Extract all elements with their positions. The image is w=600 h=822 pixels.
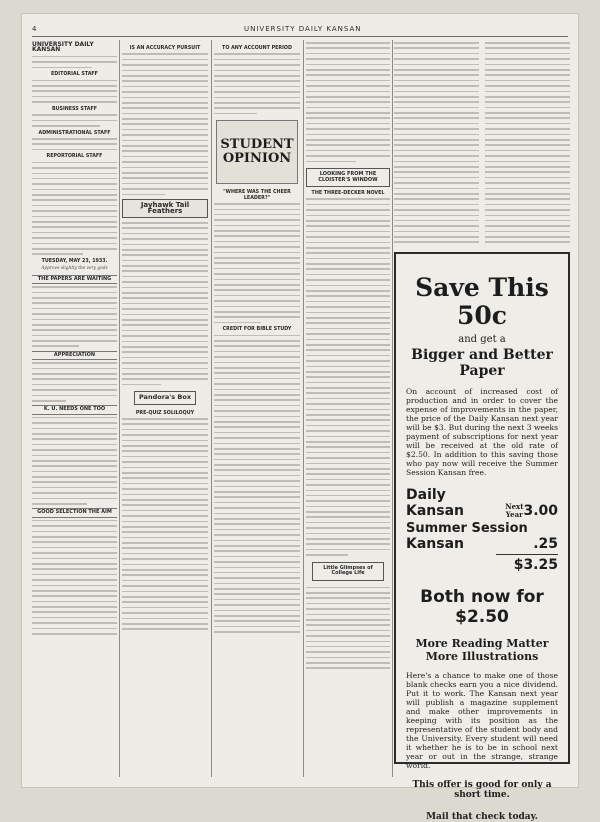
column-editorial	[32, 42, 117, 777]
column-opinion	[214, 42, 300, 777]
text-block	[32, 56, 117, 68]
article-text	[214, 53, 300, 114]
subscription-advertisement	[394, 252, 570, 822]
masthead	[32, 22, 568, 37]
article-heading: IS AN ACCURACY PURSUIT	[129, 46, 201, 51]
page-number: 4	[32, 25, 38, 33]
column-books	[306, 42, 390, 777]
column-rule	[211, 40, 212, 777]
ad-body: Here's a chance to make one of those blank checks earn you a nice dividend. Put it to work. The Kansan next year will publish a magazine supplement and make other improvements in keeping with its position as the representative of the student body and the University. Every student will need it whether he is to be in school next year or out in the strange, strange world.	[406, 671, 558, 770]
price-divider	[496, 554, 558, 555]
article-text	[214, 335, 300, 633]
article-heading: CREDIT FOR BIBLE STUDY	[222, 327, 292, 333]
cloister-window-header: LOOKING FROM THE CLOISTER'S WINDOW	[306, 168, 390, 187]
price-row-summer	[406, 536, 558, 552]
article-text	[214, 203, 300, 323]
article-heading: PRE-QUIZ SOLILOQUY	[135, 410, 195, 416]
editorial-text	[32, 417, 117, 505]
issue-date: TUESDAY, MAY 23, 1933.	[41, 258, 108, 264]
paper-title: UNIVERSITY DAILY KANSAN	[32, 41, 94, 54]
article-heading: TO ANY ACCOUNT PERIOD	[222, 46, 292, 51]
ad-offer-note: This offer is good for only a short time.	[412, 780, 552, 800]
editorial-heading: GOOD SELECTION THE AIM	[32, 508, 117, 517]
column-rule	[303, 40, 304, 777]
editorial-heading: THE PAPERS ARE WAITING	[32, 275, 117, 284]
section-heading: REPORTORIAL STAFF	[46, 154, 103, 160]
ad-body: On account of increased cost of production and in order to cover the expense of improvements in the paper, the price of the Daily Kansan next year will be $3. But during the next 3 weeks payment of subscriptions for next year will be received at the old rate of $2.50. In addition to this saving those who pay now will receive the Summer Session Kansan free.	[406, 387, 558, 477]
article-heading: "WHERE WAS THE CHEER LEADER?"	[223, 190, 291, 201]
ad-offer-headline: Both now for $2.50	[420, 587, 544, 627]
staff-list	[32, 80, 117, 103]
feathers-column-header: Jayhawk Tail Feathers	[122, 199, 208, 218]
column-rule	[119, 40, 120, 777]
price-amount: 3.00	[523, 503, 558, 519]
masthead-title: UNIVERSITY DAILY KANSAN	[244, 25, 362, 33]
editorial-heading: APPRECIATION	[32, 351, 117, 360]
article-text	[122, 418, 208, 630]
article-text	[306, 587, 390, 669]
article-text	[306, 42, 390, 162]
article-text	[485, 42, 570, 247]
editorial-text	[32, 520, 117, 635]
column-rule	[392, 40, 393, 777]
text-block	[32, 205, 117, 255]
editorial-text	[32, 362, 117, 401]
motto: Approve slightly the very gods	[41, 266, 108, 272]
ad-feature-line: More Reading Matter	[415, 637, 549, 650]
article-text	[122, 53, 208, 195]
price-row-daily	[406, 487, 558, 519]
column-features	[122, 42, 208, 777]
student-opinion-logo	[216, 120, 298, 184]
staff-list	[32, 114, 117, 126]
ad-call-to-action: Mail that check today.	[426, 812, 538, 822]
article-text	[394, 42, 479, 247]
section-heading: ADMINISTRATIONAL STAFF	[38, 130, 111, 136]
article-text	[122, 222, 208, 385]
ad-tagline: Bigger and Better Paper	[411, 347, 553, 379]
ad-feature-line: More Illustrations	[425, 650, 539, 663]
pandoras-box-header: Pandora's Box	[134, 391, 196, 404]
student-opinion-line2: OPINION	[222, 151, 292, 167]
staff-list	[32, 138, 117, 150]
student-opinion-line1: STUDENT	[220, 137, 294, 153]
price-label: Daily Kansan	[406, 487, 465, 519]
newspaper-page	[22, 14, 578, 822]
staff-list	[32, 162, 117, 201]
price-total: $3.25	[513, 557, 558, 573]
price-label: Kansan	[406, 536, 465, 552]
article-heading: THE THREE-DECKER NOVEL	[311, 191, 385, 196]
ad-headline: Save This 50c	[415, 273, 549, 330]
editorial-heading: K. U. NEEDS ONE TOO	[32, 405, 117, 414]
section-heading: EDITORIAL STAFF	[51, 72, 98, 78]
price-term: Next Year	[505, 502, 524, 519]
article-text	[306, 198, 390, 555]
price-amount: .25	[533, 536, 558, 552]
column-misc	[394, 42, 570, 247]
editorial-text	[32, 286, 117, 347]
college-life-header: Little Glimpses of College Life	[312, 562, 384, 581]
section-heading: BUSINESS STAFF	[51, 106, 98, 112]
ad-subline: and get a	[458, 334, 506, 345]
price-label: Summer Session	[406, 521, 528, 536]
